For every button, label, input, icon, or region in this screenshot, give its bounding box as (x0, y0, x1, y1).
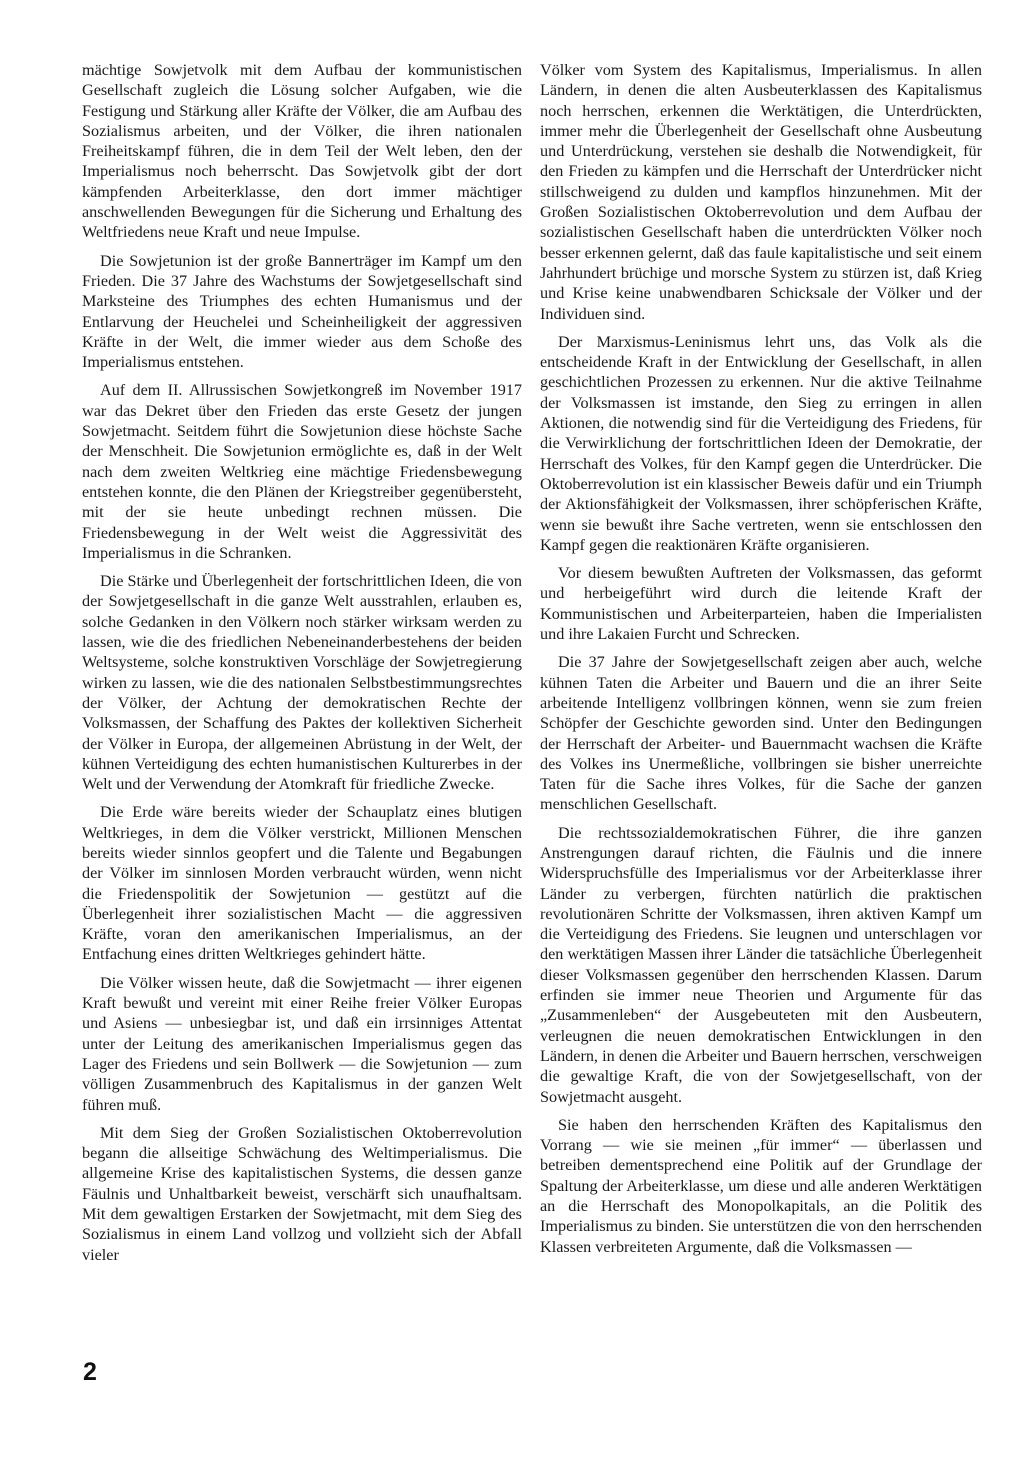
paragraph: Auf dem II. Allrussischen Sowjetkongreß im November 1917 war das Dekret über den Frieden das erste Gesetz der jungen Sowjetmacht. Seitdem führt die Sowjetunion diese höchste Sache der Menschheit. Die Sowjetunion ermöglichte es, daß in der Welt nach dem zweiten Weltkrieg eine mächtige Friedensbewegung entstehen konnte, die den Plänen der Kriegstreiber gegenübersteht, mit der sie heute unbedingt rechnen müssen. Die Friedensbewegung in der Welt weist die Aggressivität des Imperialismus in die Schranken. (82, 381, 522, 562)
paragraph: Die 37 Jahre der Sowjetgesellschaft zeigen aber auch, welche kühnen Taten die Arbeiter und Bauern und die an ihrer Seite arbeitende Intelligenz vollbringen können, wenn sie zum freien Schöpfer der Geschichte geworden sind. Unter den Bedingungen der Herrschaft der Arbeiter- und Bauernmacht wachsen die Kräfte des Volkes ins Unermeßliche, vollbringen sie bisher unerreichte Taten für die Sache ihres Volkes, für die Sache der ganzen menschlichen Gesellschaft. (540, 653, 982, 814)
paragraph: Vor diesem bewußten Auftreten der Volksmassen, das geformt und herbeigeführt wird durch die leitende Kraft der Kommunistischen und Arbeiterparteien, haben die Imperialisten und ihre Lakaien Furcht und Schrecken. (540, 564, 982, 644)
right-text-column (540, 60, 982, 1265)
page-number: 2 (83, 1358, 97, 1386)
paragraph: Die Sowjetunion ist der große Bannerträger im Kampf um den Frieden. Die 37 Jahre des Wachstums der Sowjetgesellschaft sind Marksteine des Triumphes des echten Humanismus und der Entlarvung der Heuchelei und Scheinheiligkeit der aggressiven Kräfte in der Welt, die immer wieder aus dem Schoße des Imperialismus entstehen. (82, 251, 522, 372)
paragraph: Die rechtssozialdemokratischen Führer, die ihre ganzen Anstrengungen darauf richten, die Fäulnis und die innere Widerspruchsfülle des Imperialismus vor der Arbeiterklasse ihrer Länder zu verbergen, fürchten natürlich die praktischen revolutionären Schritte der Volksmassen, ihren aktiven Kampf um die Verteidigung des Friedens. Sie leugnen und unterschlagen vor den werktätigen Massen ihrer Länder die tatsächliche Überlegenheit dieser Volksmassen gegenüber den herrschenden Klassen. Darum erfinden sie immer neue Theorien und Argumente für das „Zusammenleben“ der Ausgebeuteten mit den Ausbeutern, verleugnen die neuen demokratischen Entwicklungen in den Ländern, in denen die Arbeiter und Bauern herrschen, verschweigen die gewaltige Kraft, die von der Sowjetgesellschaft, von der Sowjetmacht ausgeht. (540, 823, 982, 1106)
paragraph: Der Marxismus-Leninismus lehrt uns, das Volk als die entscheidende Kraft in der Entwicklung der Gesellschaft, in allen geschichtlichen Prozessen zu erkennen. Nur die aktive Teilnahme der Volksmassen ist imstande, den Sieg zu erringen in allen Aktionen, die notwendig sind für die Verteidigung des Friedens, für die Verwirklichung der fortschrittlichen Ideen der Demokratie, der Herrschaft des Volkes, für den Kampf gegen die Unterdrücker. Die Oktoberrevolution ist ein klassischer Beweis dafür und ein Triumph der Aktionsfähigkeit der Volksmassen, ihrer schöpferischen Kräfte, wenn sie bewußt ihre Sache vertreten, wenn sie entschlossen den Kampf gegen die reaktionären Kräfte organisieren. (540, 332, 982, 554)
paragraph: mächtige Sowjetvolk mit dem Aufbau der kommunistischen Gesellschaft zugleich die Lösung solcher Aufgaben, wie die Festigung und Stärkung aller Kräfte der Völker, die am Aufbau des Sozialismus arbeiten, und der Völker, die ihren nationalen Freiheitskampf führen, die in dem Teil der Welt leben, den der Imperialismus noch beherrscht. Das Sowjetvolk gibt der dort kämpfenden Arbeiterklasse, den dort immer mächtiger anschwellenden Bewegungen für die Sicherung und Erhaltung des Weltfriedens neue Kraft und neue Impulse. (82, 61, 522, 242)
paragraph: Völker vom System des Kapitalismus, Imperialismus. In allen Ländern, in denen die alten Ausbeuterklassen des Kapitalismus noch herrschen, erkennen die Werktätigen, die Unterdrückten, immer mehr die Überlegenheit der Gesellschaft ohne Ausbeutung und Unterdrückung, verstehen sie deshalb die Notwendigkeit, für den Frieden zu kämpfen und die Herrschaft der Unterdrücker nicht stillschweigend zu dulden und kampflos hinzunehmen. Mit der Großen Sozialistischen Oktoberrevolution und dem Aufbau der sozialistischen Gesellschaft haben die unterdrückten Völker noch besser erkennen gelernt, daß das faule kapitalistische und seit einem Jahrhundert brüchige und morsche System zu stürzen ist, daß Krieg und Krise keine unabwendbaren Schicksale der Völker und der Individuen sind. (540, 61, 982, 323)
paragraph: Die Stärke und Überlegenheit der fortschrittlichen Ideen, die von der Sowjetgesellschaft in die ganze Welt ausstrahlen, erlauben es, solche Gedanken in den Völkern noch stärker wirksam werden zu lassen, wie die des friedlichen Nebeneinanderbestehens der beiden Weltsysteme, solche konstruktiven Vorschläge der Sowjetregierung wirken zu lassen, wie die des nationalen Selbstbestimmungsrechtes der Völker, der Achtung der demokratischen Rechte der Volksmassen, der Schaffung des Paktes der kollektiven Sicherheit der Völker in Europa, der allgemeinen Abrüstung in der Welt, der kühnen Verteidigung des echten humanistischen Kulturerbes in der Welt und der Verwendung der Atomkraft für friedliche Zwecke. (82, 572, 522, 794)
paragraph: Die Völker wissen heute, daß die Sowjetmacht — ihrer eigenen Kraft bewußt und vereint mit einer Reihe freier Völker Europas und Asiens — unbesiegbar ist, und daß ein irrsinniges Attentat unter der Leitung des amerikanischen Imperialismus gegen das Lager des Friedens und sein Bollwerk — die Sowjetunion — zum völligen Zusammenbruch des Kapitalismus in der ganzen Welt führen muß. (82, 973, 522, 1114)
paragraph: Die Erde wäre bereits wieder der Schauplatz eines blutigen Weltkrieges, in dem die Völker verstrickt, Millionen Menschen bereits wieder sinnlos geopfert und die Talente und Begabungen der Völker im sinnlosen Morden verbraucht würden, wenn nicht die Friedenspolitik der Sowjetunion — gestützt auf die Überlegenheit ihrer sozialistischen Macht — die aggressiven Kräfte, voran den amerikanischen Imperialismus, an der Entfachung eines dritten Weltkrieges gehindert hätte. (82, 803, 522, 964)
paragraph: Mit dem Sieg der Großen Sozialistischen Oktoberrevolution begann die allseitige Schwächung des Weltimperialismus. Die allgemeine Krise des kapitalistischen Systems, die dessen ganze Fäulnis und Unhaltbarkeit beweist, verschärft sich unaufhaltsam. Mit dem gewaltigen Erstarken der Sowjetmacht, mit dem Sieg des Sozialismus in einem Land vollzog und vollzieht sich der Abfall vieler (82, 1123, 522, 1264)
left-text-column (82, 60, 522, 1273)
paragraph: Sie haben den herrschenden Kräften des Kapitalismus den Vorrang — wie sie meinen „für immer“ — überlassen und betreiben dementsprechend eine Politik auf der Grundlage der Spaltung der Arbeiterklasse, um diese und alle anderen Werktätigen an die Herrschaft des Monopolkapitals, an die Politik des Imperialismus zu binden. Sie unterstützen die von den herrschenden Klassen verbreiteten Argumente, daß die Volksmassen — (540, 1115, 982, 1256)
